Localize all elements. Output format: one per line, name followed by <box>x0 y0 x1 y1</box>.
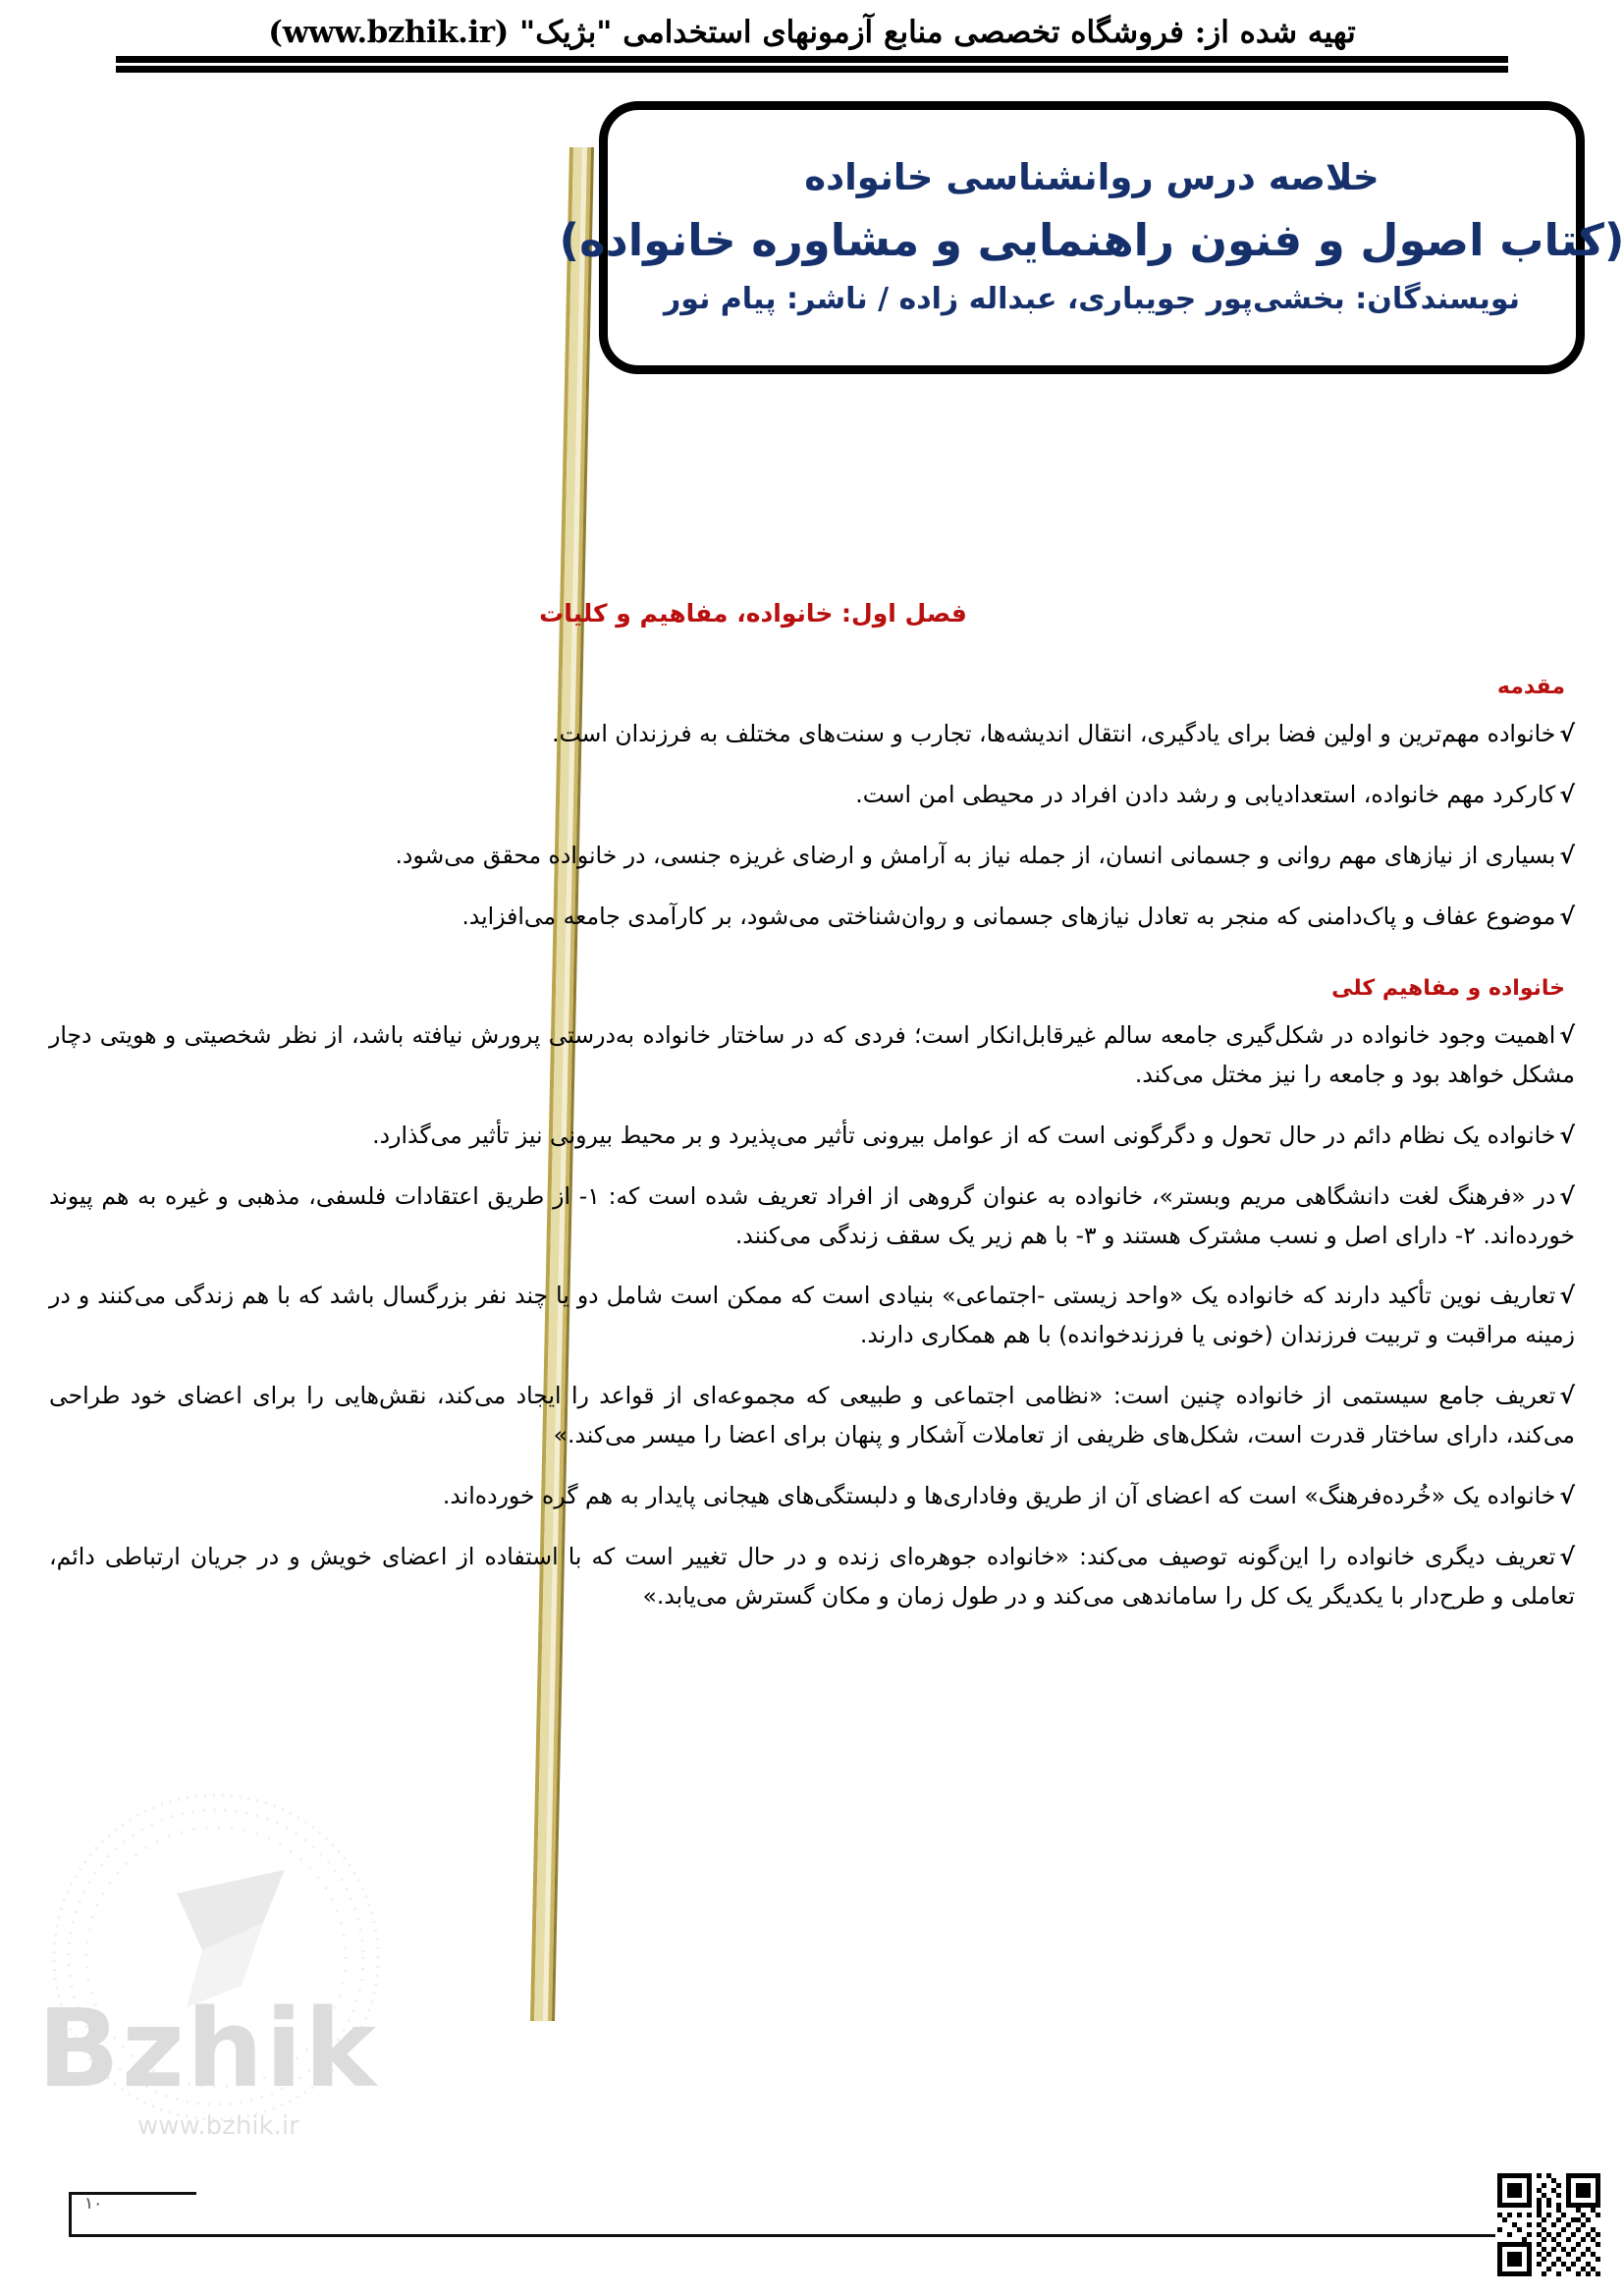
list-item <box>39 715 1585 754</box>
banner-rule-bottom <box>116 66 1508 73</box>
source-banner <box>88 14 1536 52</box>
list-item-text: خانواده مهم‌ترین و اولین فضا برای یادگیری، انتقال اندیشه‌ها، تجارب و سنت‌های مختلف به فرزندان است. <box>552 720 1556 747</box>
check-icon: √ <box>1559 1121 1575 1149</box>
section-heading-introduction: مقدمه <box>1496 675 1565 699</box>
watermark-brand-text: Bzhik <box>37 1986 379 2111</box>
source-banner-text: تهیه شده از: فروشگاه تخصصی منابع آزمونهای استخدامی "بژیک" (www.bzhik.ir) <box>268 15 1356 50</box>
watermark <box>29 1776 491 2188</box>
list-item-text: در «فرهنگ لغت دانشگاهی مریم وبستر»، خانواده به عنوان گروهی از افراد تعریف شده است که: ۱- از طریق اعتقادات فلسفی، مذهبی و غیره به هم پیوند خورده‌اند. ۲- دارای اصل و نسب مشترک هستند و ۳- با هم زیر یک سقف زندگی می‌کنند. <box>49 1181 1575 1249</box>
check-icon: √ <box>1559 902 1575 930</box>
list-item <box>39 1277 1585 1355</box>
check-icon: √ <box>1559 1543 1575 1571</box>
list-item <box>39 1117 1585 1156</box>
list-item-text: اهمیت وجود خانواده در شکل‌گیری جامعه سالم غیرقابل‌انکار است؛ فردی که در ساختار خانواده به‌درستی پرورش نیافته باشد، از نظر شخصیتی و هویتی دچار مشکل خواهد بود و جامعه را نیز مختل می‌کند. <box>49 1020 1575 1088</box>
check-icon: √ <box>1559 1020 1575 1049</box>
page-footer-frame <box>69 2195 1495 2237</box>
list-item-text: تعریف دیگری خانواده را این‌گونه توصیف می‌کند: «خانواده جوهره‌ای زنده و در حال تغییر است که با استفاده از اعضای خویش و در جریان ارتباطی دائم، تعاملی و طرح‌دار با یکدیگر یک کل را ساماندهی می‌کند و در طول زمان و مکان گسترش می‌یابد.» <box>49 1543 1575 1611</box>
check-icon: √ <box>1559 841 1575 869</box>
qr-code-image <box>1497 2173 1600 2276</box>
list-item-text: خانواده یک نظام دائم در حال تحول و دگرگونی است که از عوامل بیرونی تأثیر می‌پذیرد و بر محیط بیرونی نیز تأثیر می‌گذارد. <box>372 1121 1556 1149</box>
document-body <box>39 599 1585 1638</box>
list-item <box>39 1538 1585 1616</box>
list-item-text: تعاریف نوین تأکید دارند که خانواده یک «واحد زیستی -اجتماعی» بنیادی است که ممکن است شامل دو یا چند نفر بزرگسال باشد که با هم زندگی می‌کنند و در زمینه مراقبت و تربیت فرزندان (خونی یا فرزندخوانده) با هم همکاری دارند. <box>49 1282 1575 1349</box>
list-item-text: کارکرد مهم خانواده، استعدادیابی و رشد دادن افراد در محیطی امن است. <box>855 780 1556 808</box>
section-heading-family-concepts: خانواده و مفاهیم کلی <box>1331 975 1565 1001</box>
title-card <box>559 101 1624 374</box>
check-icon: √ <box>1559 780 1575 808</box>
page-number: ۱۰ <box>84 2194 103 2214</box>
list-item-text: بسیاری از نیازهای مهم روانی و جسمانی انسان، از جمله نیاز به آرامش و ارضای غریزه جنسی، در خانواده محقق می‌شود. <box>395 841 1556 869</box>
chapter-heading: فصل اول: خانواده، مفاهیم و کلیات <box>539 599 967 628</box>
list-item-text: موضوع عفاف و پاک‌دامنی که منجر به تعادل نیازهای جسمانی و روان‌شناختی می‌شود، بر کارآمدی جامعه می‌افزاید. <box>461 902 1556 930</box>
list-item-text: تعریف جامع سیستمی از خانواده چنین است: «نظامی اجتماعی و طبیعی که مجموعه‌ای از قواعد را ایجاد می‌کند، نقش‌هایی را برای اعضای خود طراحی می‌کند، دارای ساختار قدرت است، شکل‌های ظریفی از تعاملات آشکار و پنهان برای اعضا را میسر می‌کند.» <box>49 1382 1575 1449</box>
watermark-emblem <box>29 1776 491 2188</box>
check-icon: √ <box>1559 720 1575 747</box>
list-item <box>39 776 1585 815</box>
qr-code <box>1497 2173 1600 2276</box>
list-item <box>39 1177 1585 1256</box>
check-icon: √ <box>1559 1482 1575 1510</box>
check-icon: √ <box>1559 1181 1575 1210</box>
banner-rule-top <box>116 56 1508 63</box>
watermark-url-text: www.bzhik.ir <box>137 2111 299 2141</box>
check-icon: √ <box>1559 1382 1575 1410</box>
list-item <box>39 1377 1585 1455</box>
list-item <box>39 1016 1585 1095</box>
check-icon: √ <box>1559 1282 1575 1310</box>
banner-double-rule <box>116 56 1508 73</box>
list-item-text: خانواده یک «خُرده‌فرهنگ» است که اعضای آن از طریق وفاداری‌ها و دلبستگی‌های هیجانی پایدار به هم گره خورده‌اند. <box>442 1482 1556 1510</box>
list-item <box>39 898 1585 937</box>
page-title: (کتاب اصول و فنون راهنمایی و مشاوره خانواده) <box>559 213 1624 266</box>
document-subtitle: خلاصه درس روانشناسی خانواده <box>804 155 1380 198</box>
authors-publisher: نویسندگان: بخشی‌پور جویباری، عبداله زاده / ناشر: پیام نور <box>664 281 1521 316</box>
list-item <box>39 1477 1585 1516</box>
list-item <box>39 837 1585 876</box>
